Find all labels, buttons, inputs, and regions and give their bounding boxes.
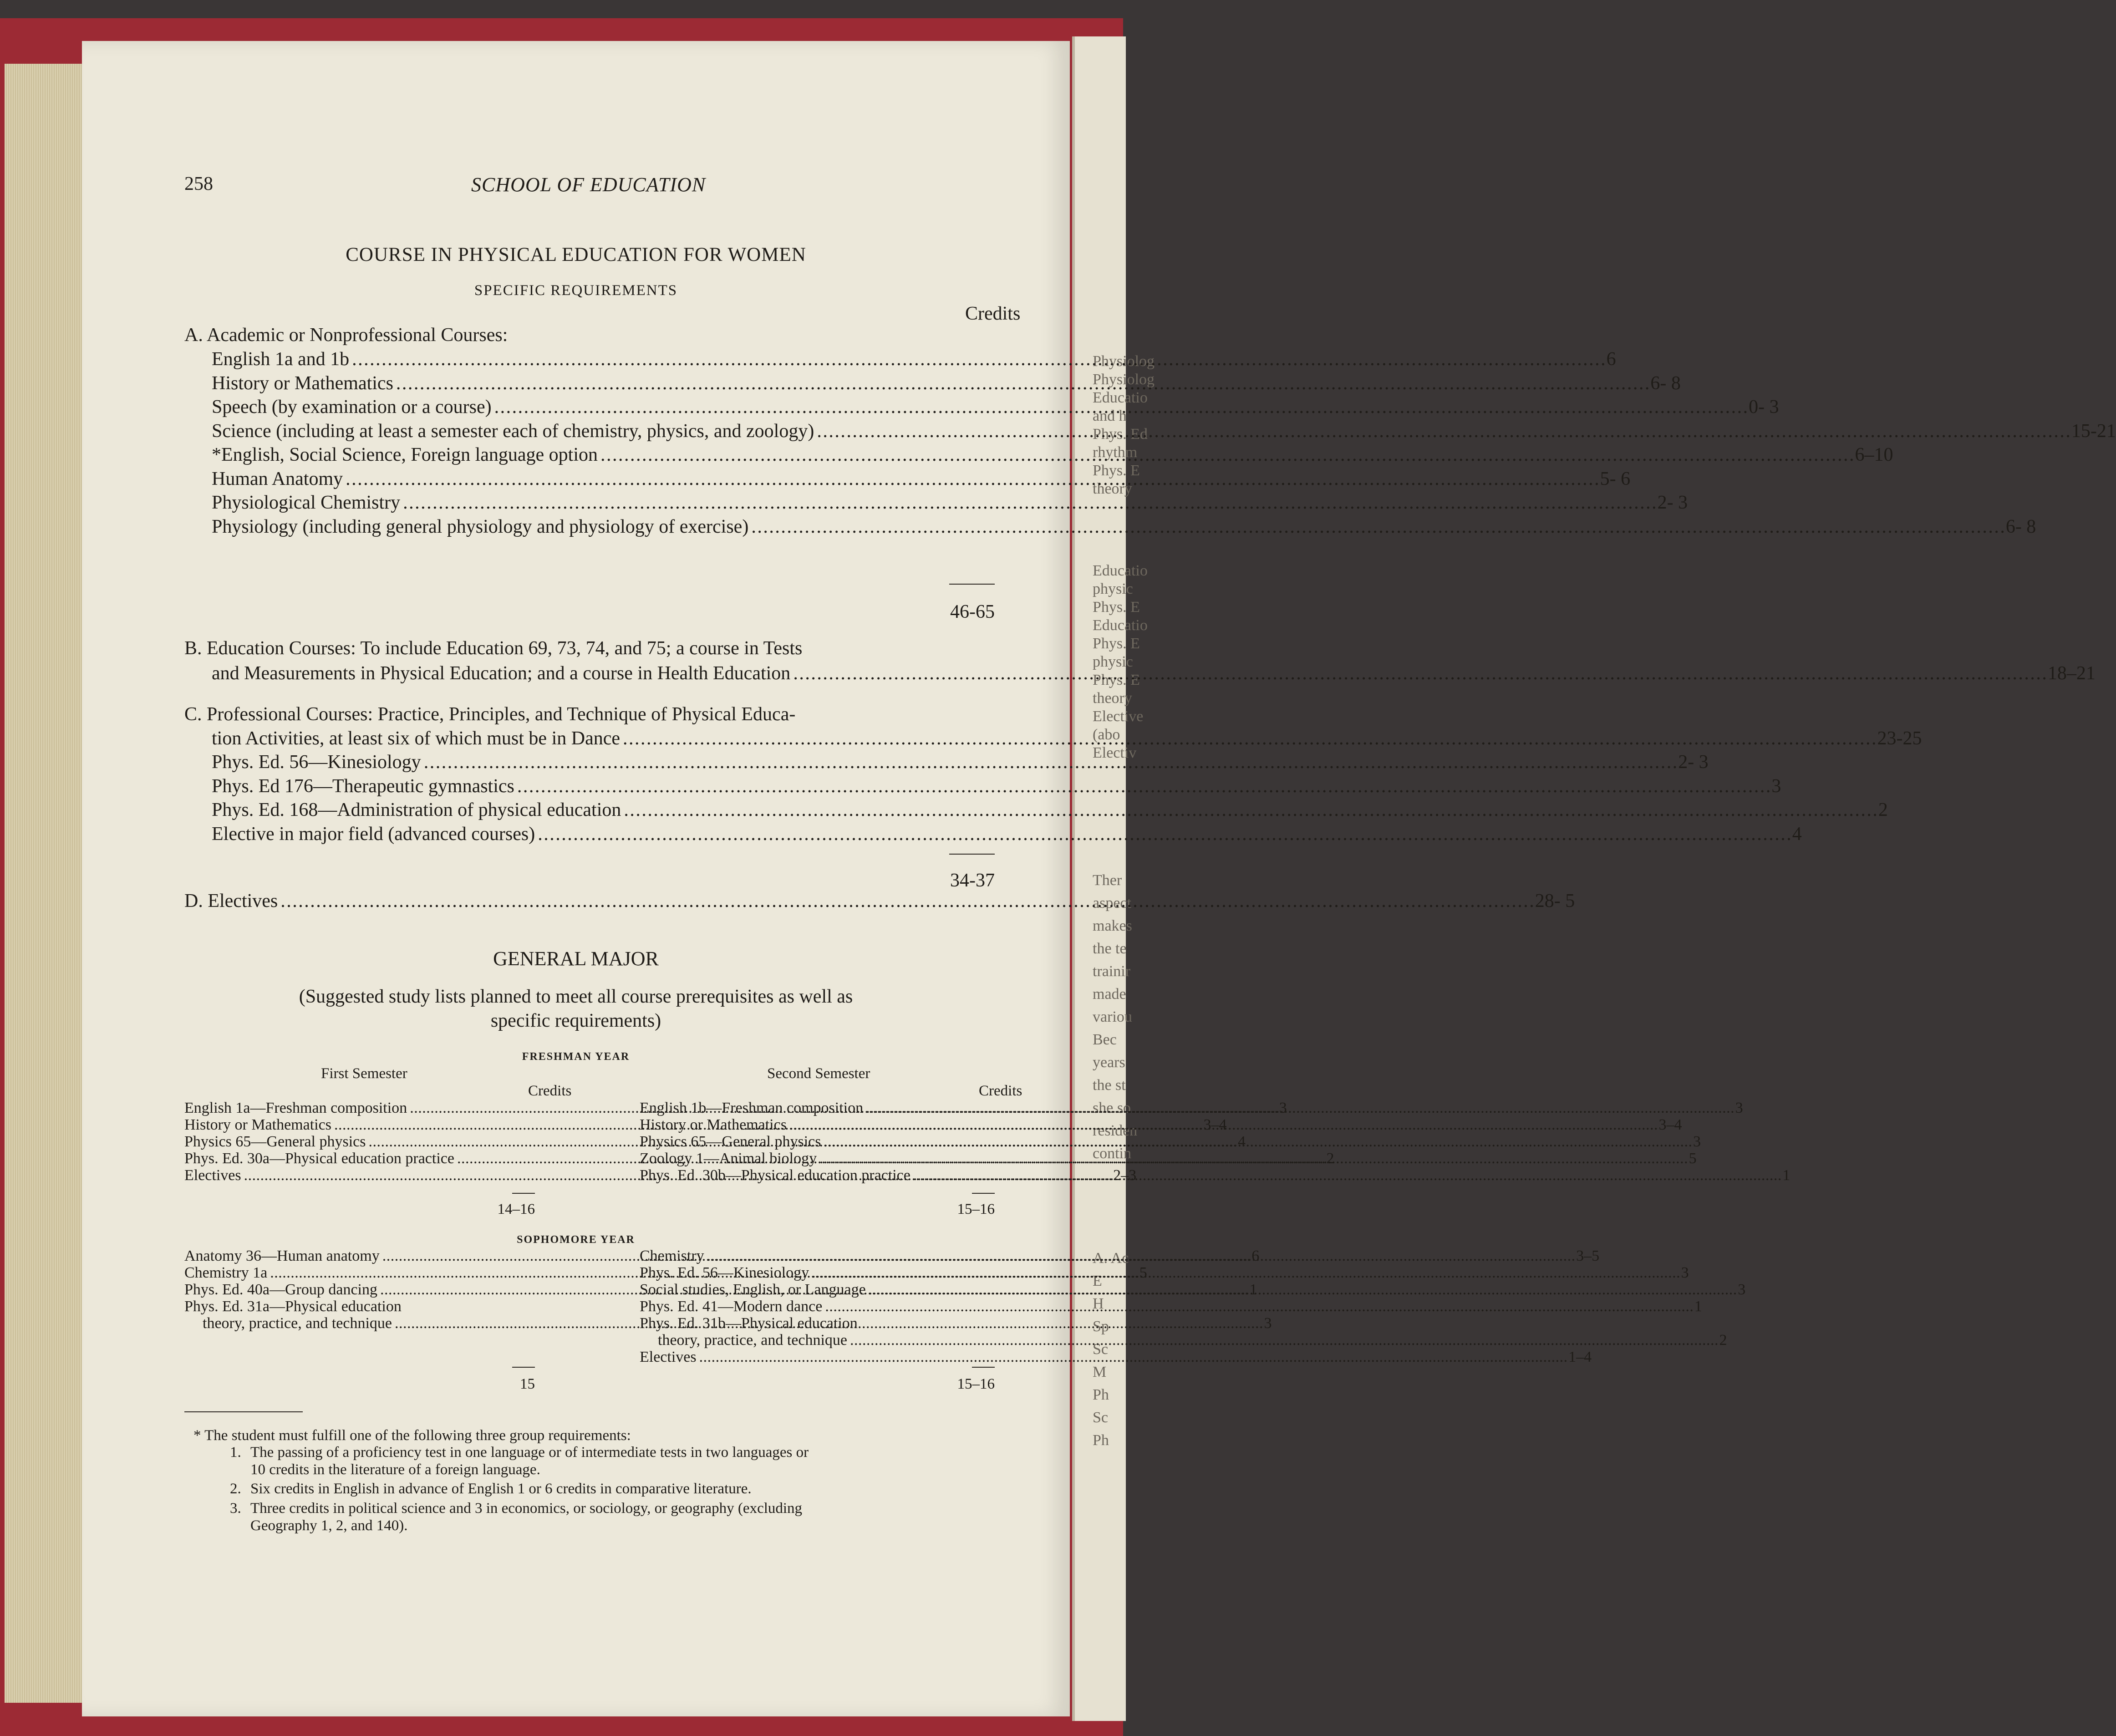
facing-page-fragment: Phys. E [1093,599,1140,616]
facing-page-fragment: A. Ac [1093,1250,1129,1267]
second-semester-heading: Second Semester [767,1065,870,1082]
facing-page-fragment: Phys. E [1093,635,1140,652]
freshman-second-course-credits: 3 [1735,1100,1743,1116]
freshman-second-course-credits: 1 [1782,1167,1790,1184]
section-a-item-label: Human Anatomy [212,468,343,489]
facing-page-fragment: made [1093,986,1126,1003]
freshman-first-total: 14–16 [497,1201,535,1217]
leader-dots [396,372,1648,394]
leader-dots [819,1150,1686,1167]
section-a-item-credits: 2- 3 [1657,492,1688,513]
sophomore-second-course-label: Phys. Ed. 31b—Physical education [640,1315,858,1332]
facing-page-fragment: (abo [1093,726,1120,743]
freshman-first-course-credits: 4 [1238,1133,1246,1150]
footnote-text: The passing of a proficiency test in one language or of intermediate tests in two languages or [250,1444,809,1461]
facing-page-fragment: Phys. E [1093,462,1140,479]
leader-dots [403,492,1655,514]
leader-dots [623,728,1875,749]
section-b-line1: B. Education Courses: To include Education 69, 73, 74, and 75; a course in Tests [184,638,803,659]
freshman-second-course-credits: 5 [1689,1150,1697,1167]
section-a-item-credits: 15-21 [2071,420,2116,442]
freshman-second-course-label: Physics 65—General physics [640,1133,821,1150]
sophomore-second-course-label: Electives [640,1349,697,1365]
footnote-text-continued: Geography 1, 2, and 140). [250,1517,408,1534]
section-a-item-credits: 5- 6 [1600,468,1631,489]
facing-page-fragment: E [1093,1273,1102,1289]
freshman-first-rule [512,1193,535,1194]
sophomore-second-course-label: theory, practice, and technique [658,1332,847,1349]
footnote-number: 2. [230,1481,241,1497]
leader-dots [751,516,2003,538]
general-major-heading: GENERAL MAJOR [493,947,659,970]
first-credits-label: Credits [528,1083,572,1099]
section-a-item-label: Speech (by examination or a course) [212,397,492,417]
facing-page-fragment: rhythm [1093,444,1138,461]
facing-page-fragment: Phys. Ed [1093,426,1148,443]
footnote-text: Six credits in English in advance of English 1 or 6 credits in comparative literature. [250,1481,752,1497]
facing-page-fragment: physic [1093,580,1133,597]
facing-page-fragment: H [1093,1295,1104,1312]
sophomore-first-course-label: Chemistry 1a [184,1264,268,1281]
section-c-item-label: Phys. Ed. 56—Kinesiology [212,752,421,773]
freshman-second-total: 15–16 [957,1201,995,1217]
section-a-rule [949,584,995,585]
freshman-first-course-label: Physics 65—General physics [184,1133,366,1150]
leader-dots [812,1264,1679,1282]
section-c-rule [949,854,995,855]
freshman-second-course-label: History or Mathematics [640,1116,787,1133]
sophomore-second-course-label: Chemistry [640,1247,704,1264]
facing-page-fragment: Sp [1093,1318,1109,1335]
leader-dots [538,823,1790,845]
freshman-first-course-label: Phys. Ed. 30a—Physical education practice [184,1150,454,1167]
sophomore-first-course-credits: 5 [1139,1264,1147,1281]
section-a-heading: A. Academic or Nonprofessional Courses: [184,325,508,346]
footnote-number: 1. [230,1444,241,1461]
sophomore-first-course-label: Anatomy 36—Human anatomy [184,1247,380,1264]
sophomore-first-course-label: Phys. Ed. 40a—Group dancing [184,1281,378,1298]
freshman-first-course-label: History or Mathematics [184,1116,331,1133]
facing-page-fragment: Sc [1093,1341,1108,1358]
section-c-item [212,823,1802,845]
sophomore-second-course-credits: 2 [1719,1332,1727,1349]
sophomore-second-course [640,1264,1689,1283]
freshman-second-course [640,1133,1701,1151]
footnote-text-continued: 10 credits in the literature of a foreign language. [250,1461,540,1478]
section-c-line1: C. Professional Courses: Practice, Principles, and Technique of Physical Educa- [184,704,796,725]
facing-page-fragment: variou [1093,1008,1132,1025]
footnote-intro: * The student must fulfill one of the following three group requirements: [193,1427,631,1444]
sophomore-first-course-credits: 3 [1264,1315,1272,1332]
sophomore-second-course-label: Social studies, English, or Language [640,1281,866,1298]
leader-dots [913,1167,1780,1184]
section-c-line2-label: tion Activities, at least six of which must be in Dance [212,728,620,749]
section-c-item-credits: 3 [1771,775,1781,797]
leader-dots [280,890,1532,912]
section-a-item-credits: 0- 3 [1749,397,1779,417]
freshman-first-course [184,1133,1246,1151]
footnote-number: 3. [230,1500,241,1517]
freshman-second-course-label: Phys. Ed. 30b—Physical education practice [640,1167,910,1184]
facing-page-fragment: residen [1093,1122,1138,1139]
section-c-line2-credits: 23-25 [1877,728,1922,749]
section-c-item-label: Phys. Ed 176—Therapeutic gymnastics [212,775,514,797]
leader-dots [346,468,1597,490]
sophomore-second-course [640,1281,1746,1299]
leader-dots [817,420,2069,442]
footnote-text: Three credits in political science and 3 in economics, or sociology, or geography (excluding [250,1500,803,1517]
section-c-item-label: Phys. Ed. 168—Administration of physical education [212,799,621,820]
facing-page-fragment: Educatio [1093,562,1148,579]
sophomore-second-total: 15–16 [957,1376,995,1392]
leader-dots [424,751,1676,773]
section-c-item [212,775,1781,797]
sophomore-first-total: 15 [520,1376,535,1392]
leader-dots [352,348,1604,370]
leader-dots [494,396,1746,418]
sophomore-second-course-label: Phys. Ed. 41—Modern dance [640,1298,823,1315]
leader-dots [824,1133,1691,1151]
facing-page-fragment: Elective [1093,708,1144,725]
facing-page-fragment: theory [1093,480,1132,497]
sophomore-second-rule [972,1367,995,1368]
facing-page-fragment: Physiolog [1093,353,1155,370]
section-d-label: D. Electives [184,891,278,911]
section-a-item-credits: 6–10 [1855,444,1893,465]
leader-dots [793,662,2045,684]
facing-page-fragment: aspect [1093,895,1131,911]
facing-page-fragment: years [1093,1054,1125,1071]
facing-page-fragment: and h [1093,407,1127,424]
freshman-second-course-credits: 3–4 [1658,1116,1682,1133]
leader-dots [699,1349,1566,1366]
sophomore-second-course-label: Phys. Ed. 56—Kinesiology [640,1264,809,1281]
section-a-item-label: English 1a and 1b [212,349,350,370]
facing-page-fragment: Electiv [1093,744,1137,761]
second-credits-label: Credits [979,1083,1022,1099]
freshman-first-course-credits: 2–3 [1113,1167,1137,1184]
section-d-credits: 28- 5 [1535,891,1575,911]
facing-page-fragment: Ther [1093,872,1122,889]
section-a-item-label: Physiology (including general physiology and physiology of exercise) [212,516,749,537]
sophomore-first-course-credits: 1 [1249,1281,1257,1298]
facing-page-fragment: Ph [1093,1432,1109,1449]
freshman-first-course-credits: 3 [1279,1100,1287,1116]
section-b-credits: 18–21 [2047,663,2096,684]
section-c-item-label: Elective in major field (advanced courses) [212,823,535,845]
freshman-first-course-label: Electives [184,1167,241,1184]
section-a-item-label: History or Mathematics [212,372,393,394]
section-a-item-credits: 6- 8 [1650,372,1681,394]
sophomore-heading: SOPHOMORE YEAR [517,1234,635,1246]
section-a-item-label: *English, Social Science, Foreign language option [212,444,598,465]
section-c-item-credits: 2 [1878,799,1888,820]
freshman-first-course-label: English 1a—Freshman composition [184,1100,407,1116]
facing-page-fragment: Bec [1093,1031,1117,1048]
facing-page-fragment: the te [1093,940,1127,957]
facing-page-fragment: the st [1093,1077,1126,1094]
facing-page-fragment: Phys. E [1093,672,1140,688]
freshman-heading: FRESHMAN YEAR [522,1051,630,1063]
sophomore-first-course [184,1298,535,1316]
running-head: SCHOOL OF EDUCATION [471,173,706,196]
facing-page-fragment: contin [1093,1145,1131,1162]
leader-dots [866,1100,1733,1117]
sophomore-second-course-credits: 3 [1681,1264,1689,1281]
section-a-total: 46-65 [950,601,995,622]
leader-dots [789,1116,1656,1134]
course-title: COURSE IN PHYSICAL EDUCATION FOR WOMEN [346,244,806,265]
section-a-item [212,516,2036,538]
first-semester-heading: First Semester [321,1065,407,1082]
facing-page-fragment: Physiolog [1093,371,1155,388]
leader-dots [600,444,1852,466]
sophomore-second-course-credits: 1–4 [1568,1349,1592,1365]
leader-dots [707,1247,1574,1265]
freshman-second-course-label: Zoology 1—Animal biology [640,1150,817,1167]
leader-dots [869,1281,1735,1298]
sophomore-second-course [640,1315,995,1333]
freshman-first-course-credits: 2 [1326,1150,1334,1167]
section-c-total: 34-37 [950,870,995,891]
leader-dots [517,775,1769,797]
section-a-item-label: Science (including at least a semester each of chemistry, physics, and zoology) [212,420,814,442]
sophomore-second-course-credits: 3–5 [1576,1247,1600,1264]
freshman-second-course-credits: 3 [1693,1133,1701,1150]
facing-page-fragment: Ph [1093,1386,1109,1403]
sophomore-first-rule [512,1367,535,1368]
facing-page-fragment: Educatio [1093,617,1148,634]
section-a-item-credits: 6- 8 [2005,516,2036,537]
freshman-second-rule [972,1193,995,1194]
freshman-second-course-label: English 1b—Freshman composition [640,1100,864,1116]
sophomore-first-course-label: Phys. Ed. 31a—Physical education [184,1298,402,1315]
sophomore-first-course-label: theory, practice, and technique [203,1315,392,1332]
section-b-line2-label: and Measurements in Physical Education; and a course in Health Education [212,663,791,684]
sophomore-first-course-credits: 6 [1251,1247,1260,1264]
facing-page-fragment: makes [1093,917,1132,934]
section-a-item [212,492,1688,514]
facing-page-fragment: she so [1093,1100,1131,1116]
general-major-note-line1: (Suggested study lists planned to meet all course prerequisites as well as [299,986,853,1007]
facing-page-fragment: physic [1093,653,1133,670]
facing-page-fragment: M [1093,1364,1107,1380]
sophomore-second-course-credits: 3 [1738,1281,1746,1298]
section-a-item-label: Physiological Chemistry [212,492,401,513]
sophomore-second-course-credits: 1 [1694,1298,1702,1315]
general-major-note-line2: specific requirements) [490,1010,661,1031]
credits-heading: Credits [965,303,1021,324]
facing-page-fragment: Sc [1093,1409,1108,1426]
page-edges [5,64,82,1703]
facing-page-fragment: Educatio [1093,389,1148,406]
sophomore-second-course [640,1298,1702,1316]
footnote-rule [184,1411,303,1412]
section-c-item-credits: 2- 3 [1678,752,1709,773]
freshman-first-course-credits: 3–4 [1203,1116,1227,1133]
section-c-item-credits: 4 [1792,823,1802,845]
section-c-item [212,799,1888,821]
facing-page-fragment: trainir [1093,963,1131,980]
facing-page-fragment: theory [1093,690,1132,707]
leader-dots [850,1332,1717,1349]
leader-dots [624,799,1876,821]
subtitle: SPECIFIC REQUIREMENTS [474,282,678,299]
page-number: 258 [184,173,213,194]
leader-dots [825,1298,1692,1315]
section-a-item-credits: 6 [1606,349,1616,370]
